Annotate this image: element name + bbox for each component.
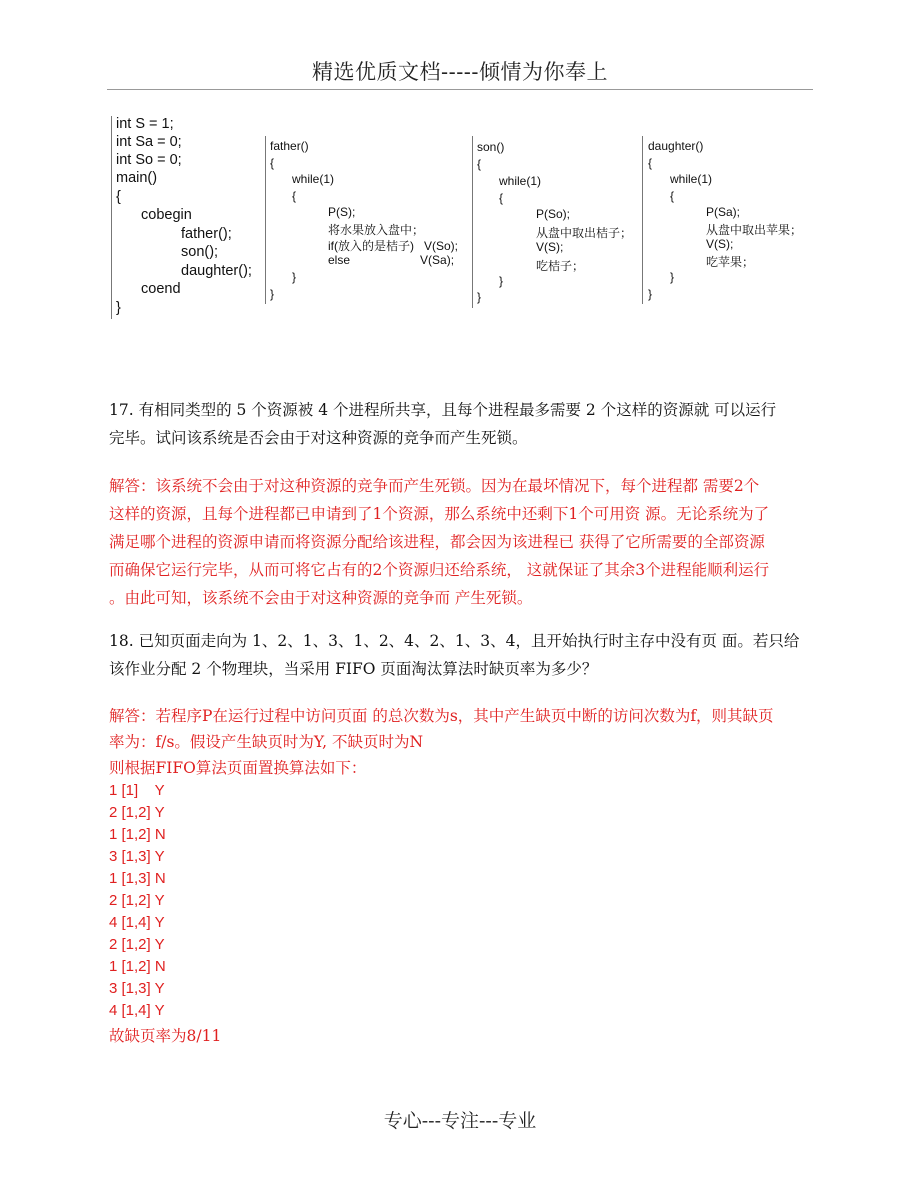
fifo-step: 2 [1,2] Y [109, 804, 165, 821]
code-line: if(放入的是桔子) V(So); [328, 239, 459, 253]
code-line: { [292, 189, 297, 203]
fifo-step: 2 [1,2] Y [109, 892, 165, 909]
code-line: V(S); [536, 240, 564, 254]
code-line: daughter() [648, 139, 704, 153]
code-line: daughter(); [181, 263, 252, 279]
code-bar-son [472, 136, 473, 308]
code-line: P(Sa); [706, 205, 741, 219]
code-line: } [648, 287, 653, 301]
code-line: else V(Sa); [328, 253, 455, 267]
code-line: 吃桔子； [536, 259, 585, 273]
code-line: while(1) [292, 172, 335, 186]
answer-line: 这样的资源，且每个进程都已申请到了1个资源，那么系统中还剩下1个可用资 源。无论系统为了 [109, 505, 770, 523]
answer-line: 而确保它运行完毕，从而可将它占有的2个资源归还给系统， 这就保证了其余3个进程能顺利运行 [109, 561, 770, 579]
code-line: } [270, 287, 275, 301]
page-footer: 专心---专注---专业 [383, 1110, 537, 1132]
code-line: 将水果放入盘中； [328, 223, 425, 237]
code-line: } [499, 274, 504, 288]
answer-18 [109, 703, 774, 781]
code-line: { [670, 189, 675, 203]
code-line: coend [141, 281, 181, 297]
question-line: 17. 有相同类型的 5 个资源被 4 个进程所共享，且每个进程最多需要 2 个这样的资源就 可以运行 [109, 401, 777, 419]
code-line: V(S); [706, 237, 734, 251]
code-line: } [670, 270, 675, 284]
code-bar-main [111, 116, 112, 319]
fifo-step: 1 [1,3] N [109, 870, 166, 887]
question-17 [109, 396, 776, 452]
answer-17 [109, 472, 769, 612]
fifo-step: 2 [1,2] Y [109, 936, 165, 953]
fifo-step: 3 [1,3] Y [109, 848, 165, 865]
code-bar-daughter [642, 136, 643, 304]
answer-line: 满足哪个进程的资源申请而将资源分配给该进程，都会因为该进程已 获得了它所需要的全部资源 [109, 533, 765, 551]
code-line: father(); [181, 226, 232, 242]
code-line: } [477, 290, 482, 304]
code-line: { [648, 156, 653, 170]
question-18 [109, 627, 799, 683]
question-line: 该作业分配 2 个物理块，当采用 FIFO 页面淘汰算法时缺页率为多少？ [109, 660, 598, 678]
fifo-step: 4 [1,4] Y [109, 914, 165, 931]
code-line: int S = 1; [116, 116, 174, 132]
code-figure [0, 0, 920, 330]
code-line: { [270, 156, 275, 170]
code-line: } [116, 300, 121, 316]
code-line: 吃苹果； [706, 255, 755, 269]
question-line: 完毕。试问该系统是否会由于对这种资源的竞争而产生死锁。 [109, 429, 528, 447]
answer-line: 解答：若程序P在运行过程中访问页面 的总次数为s，其中产生缺页中断的访问次数为f，则其缺页 [109, 707, 774, 725]
fifo-step: 1 [1,2] N [109, 826, 166, 843]
code-line: cobegin [141, 207, 192, 223]
fifo-step: 1 [1] Y [109, 782, 165, 799]
code-line: { [116, 189, 121, 205]
code-line: P(So); [536, 207, 571, 221]
fifo-step: 4 [1,4] Y [109, 1002, 165, 1019]
code-line: } [292, 270, 297, 284]
code-line: while(1) [670, 172, 713, 186]
answer-line: 解答：该系统不会由于对这种资源的竞争而产生死锁。因为在最坏情况下，每个进程都 需要2个 [109, 477, 760, 495]
code-line: 从盘中取出桔子； [536, 226, 633, 240]
code-line: { [477, 157, 482, 171]
code-bar-father [265, 136, 266, 304]
page-header-title: 精选优质文档-----倾情为你奉上 [312, 60, 608, 84]
code-line: 从盘中取出苹果； [706, 223, 803, 237]
code-line: son(); [181, 244, 219, 260]
code-line: main() [116, 170, 158, 186]
fifo-step: 3 [1,3] Y [109, 980, 165, 997]
code-line: father() [270, 139, 309, 153]
code-line: P(S); [328, 205, 356, 219]
code-line: int So = 0; [116, 152, 182, 168]
fifo-conclusion: 故缺页率为8/11 [109, 1027, 222, 1045]
answer-line: 。由此可知，该系统不会由于对这种资源的竞争而 产生死锁。 [109, 589, 533, 607]
code-line: { [499, 191, 504, 205]
code-line: int Sa = 0; [116, 134, 182, 150]
question-line: 18. 已知页面走向为 1、2、1、3、1、2、4、2、1、3、4，且开始执行时主存中没有页 面。若只给 [109, 632, 800, 650]
fifo-step: 1 [1,2] N [109, 958, 166, 975]
code-line: son() [477, 140, 505, 154]
code-line: while(1) [499, 174, 542, 188]
answer-line: 则根据FIFO算法页面置换算法如下： [109, 759, 367, 777]
answer-line: 率为：f/s。假设产生缺页时为Y, 不缺页时为N [109, 733, 424, 751]
